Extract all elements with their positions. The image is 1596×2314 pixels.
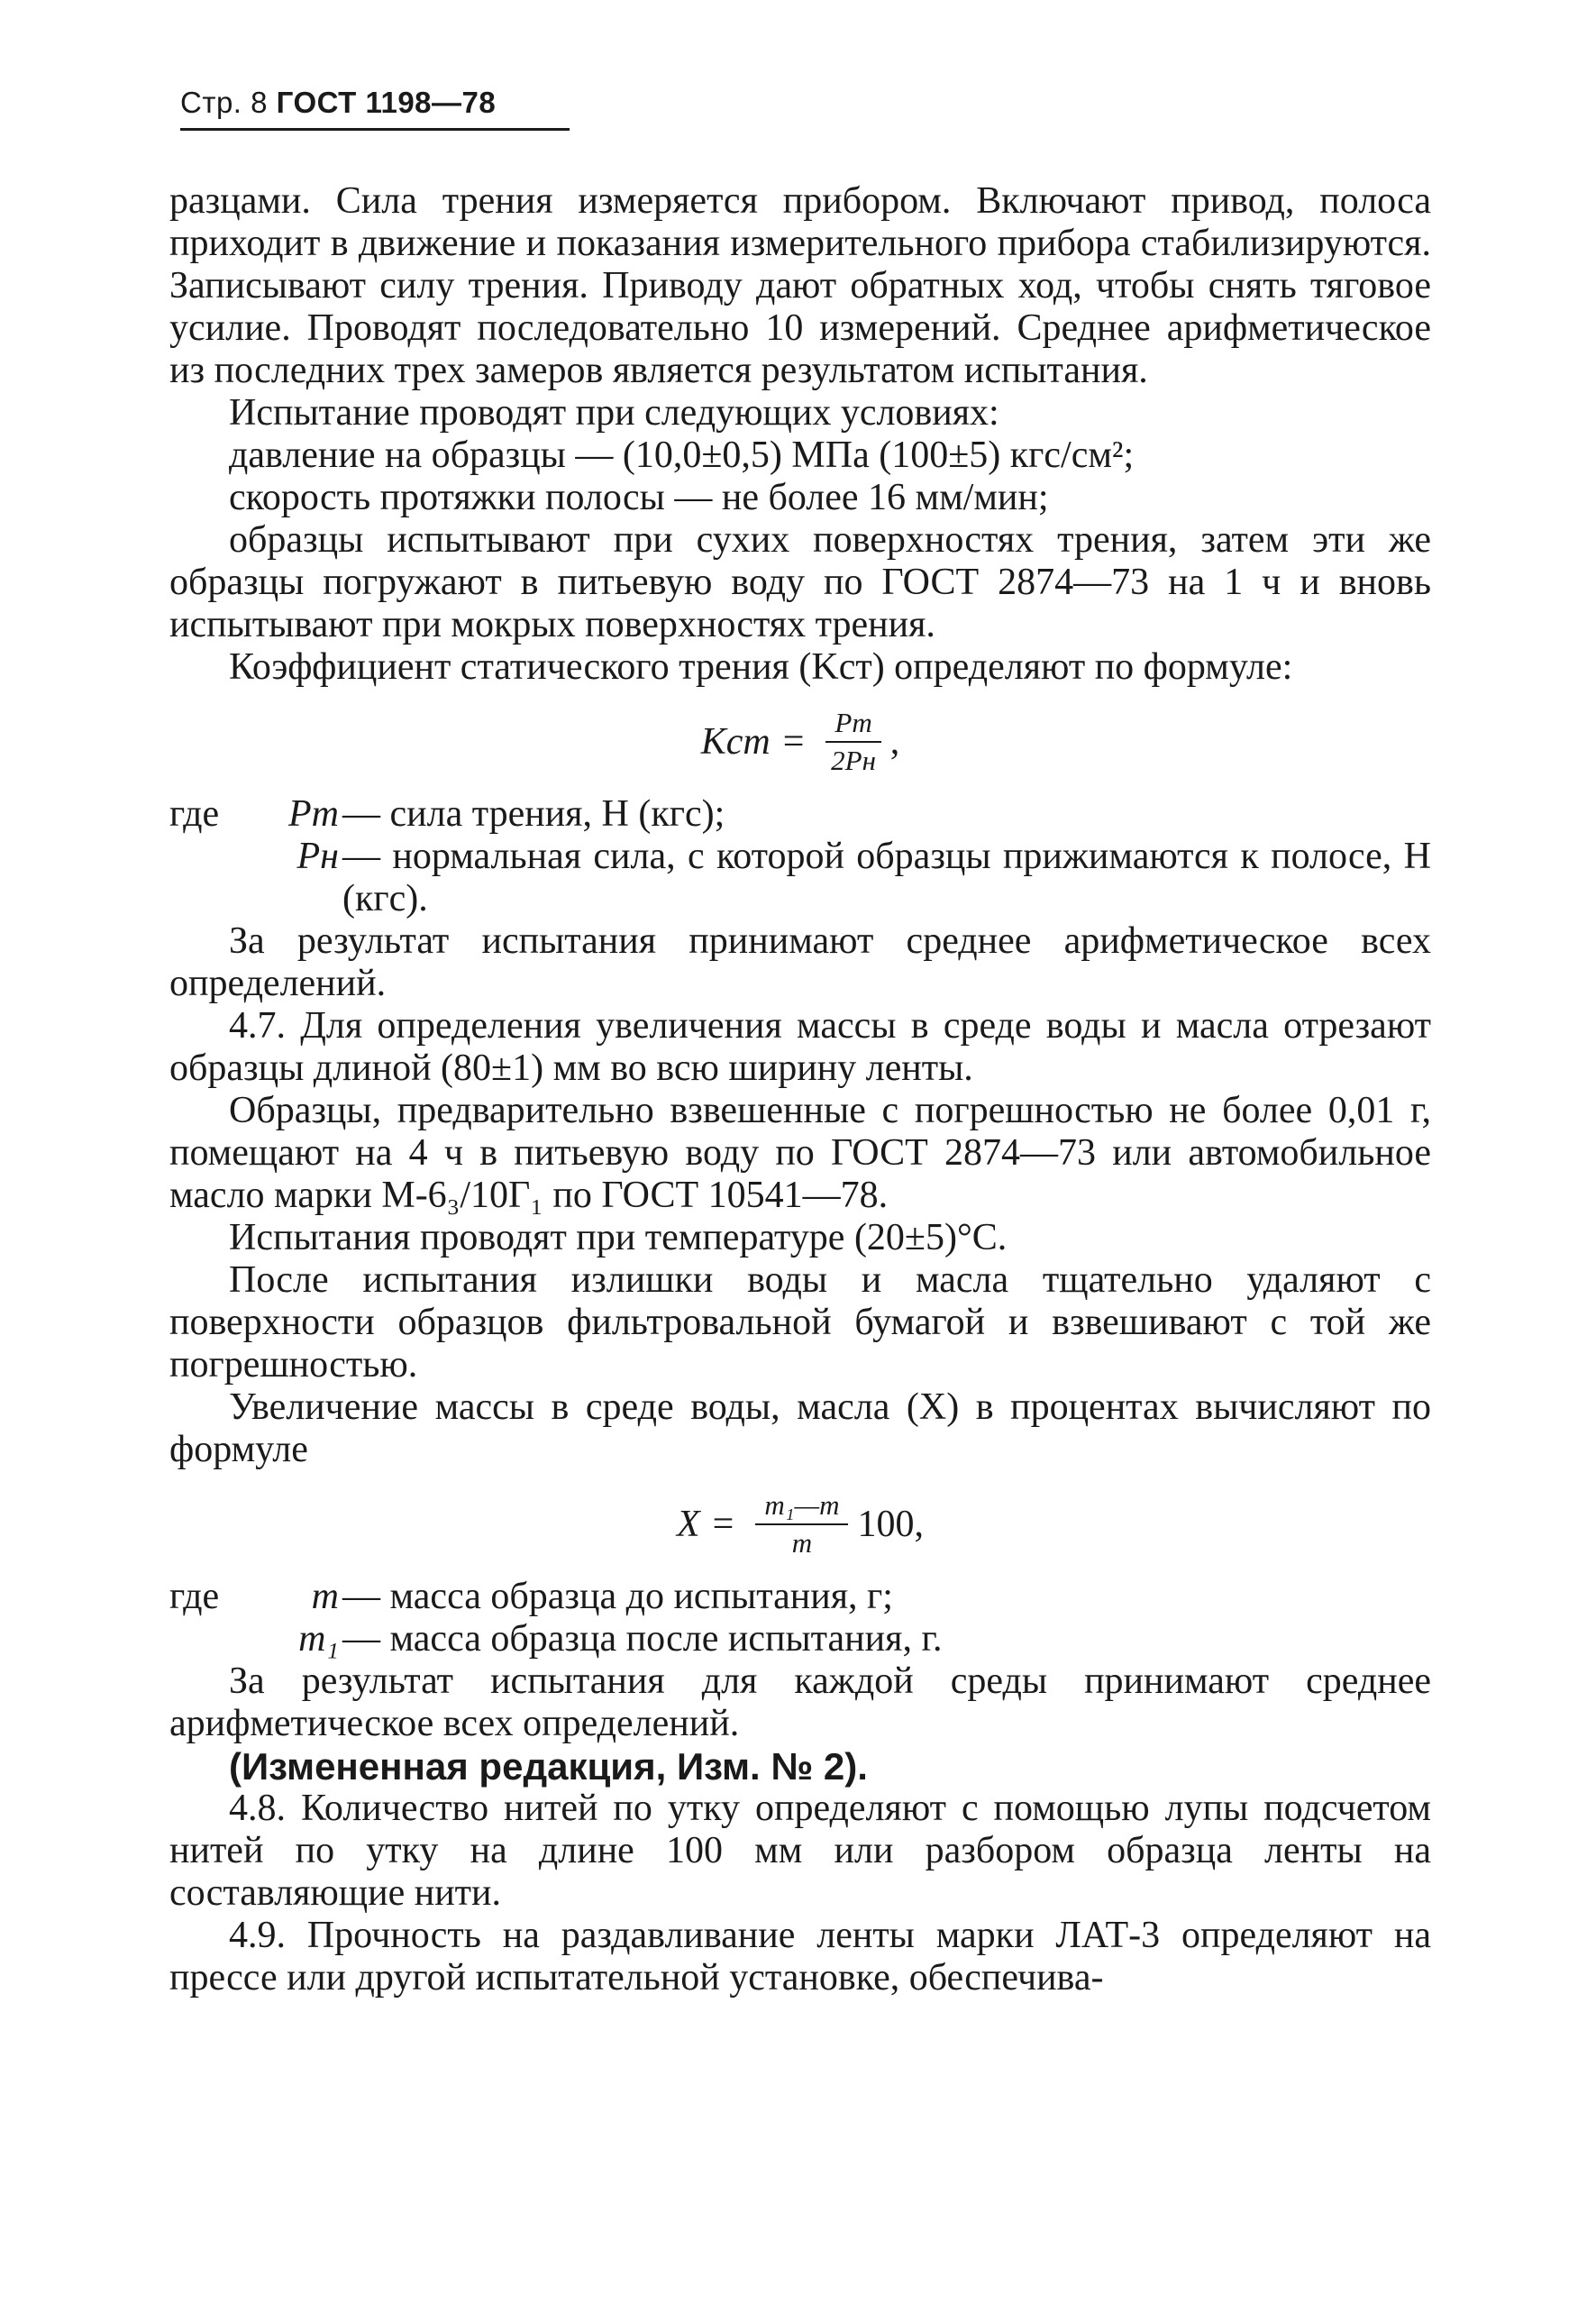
paragraph: скорость протяжки полосы — не более 16 мм/мин; bbox=[229, 477, 1049, 518]
amendment-note: (Измененная редакция, Изм. № 2). bbox=[229, 1745, 868, 1788]
legend-text: — нормальная сила, с которой образцы прижимаются к полосе, Н (кгс). bbox=[342, 836, 1431, 919]
formula-denominator: m bbox=[791, 1527, 813, 1559]
formula-denominator: 2Pн bbox=[831, 745, 876, 776]
formula-fraction bbox=[825, 707, 880, 777]
legend-text: — масса образца после испытания, г. bbox=[342, 1618, 943, 1660]
legend-row bbox=[169, 1618, 1431, 1660]
paragraph: Образцы, предварительно взвешенные с погрешностью не более 0,01 г, помещают на 4 ч в питьевую воду по ГОСТ 2874—73 или автомобильное масло марки М-6₃/10Г₁ по ГОСТ 10541—78. bbox=[169, 1090, 1431, 1216]
paragraph: Испытания проводят при температуре (20±5)°С. bbox=[229, 1217, 1008, 1258]
legend-text: — масса образца до испытания, г; bbox=[342, 1576, 893, 1617]
legend-row bbox=[169, 1576, 1431, 1618]
formula-lhs: Kст bbox=[700, 720, 771, 763]
paragraph: образцы испытывают при сухих поверхностях трения, затем эти же образцы погружают в питьевую воду по ГОСТ 2874—73 на 1 ч и вновь испытывают при мокрых поверхностях трения. bbox=[169, 519, 1431, 645]
formula-legend bbox=[169, 1576, 1431, 1660]
paragraph: Коэффициент статического трения (Kст) определяют по формуле: bbox=[229, 646, 1293, 688]
mass-increase-formula bbox=[169, 1489, 1431, 1559]
legend-text: — сила трения, Н (кгс); bbox=[342, 793, 725, 835]
legend-symbol: Pн bbox=[296, 836, 339, 877]
legend-symbol: m bbox=[311, 1576, 339, 1617]
formula-numerator: Pт bbox=[825, 707, 880, 743]
paragraph: 4.9. Прочность на раздавливание ленты марки ЛАТ-3 определяют на прессе или другой испытательной установке, обеспечива- bbox=[169, 1915, 1431, 1998]
paragraph: 4.7. Для определения увеличения массы в среде воды и масла отрезают образцы длиной (80±1) мм во всю ширину ленты. bbox=[169, 1005, 1431, 1089]
legend-symbol: m₁ bbox=[298, 1618, 339, 1660]
friction-coefficient-formula bbox=[169, 707, 1431, 777]
document-body bbox=[169, 180, 1431, 1999]
legend-row bbox=[169, 836, 1431, 920]
legend-symbol: Pт bbox=[288, 793, 339, 835]
legend-label: где bbox=[169, 1576, 220, 1617]
formula-equals: = bbox=[712, 1503, 734, 1545]
paragraph: За результат испытания для каждой среды принимают среднее арифметическое всех определений. bbox=[169, 1660, 1431, 1744]
formula-fraction bbox=[755, 1489, 848, 1559]
page-label: Стр. 8 bbox=[180, 86, 268, 119]
paragraph: После испытания излишки воды и масла тщательно удаляют с поверхности образцов фильтровальной бумагой и взвешивают с той же погрешностью. bbox=[169, 1259, 1431, 1386]
legend-label: где bbox=[169, 793, 220, 835]
paragraph: разцами. Сила трения измеряется прибором. Включают привод, полоса приходит в движение и показания измерительного прибора стабилизируются. Записывают силу трения. Приводу дают обратных ход, чтобы снять тяговое усилие. Проводят последовательно 10 измерений. Среднее арифметическое из последних трех замеров является результатом испытания. bbox=[169, 180, 1431, 391]
formula-lhs: X bbox=[677, 1503, 700, 1545]
formula-numerator: m₁—m bbox=[755, 1489, 848, 1525]
paragraph: Испытание проводят при следующих условиях: bbox=[229, 392, 999, 434]
formula-equals: = bbox=[782, 720, 805, 763]
gost-number: ГОСТ 1198—78 bbox=[276, 86, 497, 119]
paragraph: 4.8. Количество нитей по утку определяют с помощью лупы подсчетом нитей по утку на длине 100 мм или разбором образца ленты на составляющие нити. bbox=[169, 1788, 1431, 1914]
formula-tail: , bbox=[889, 720, 900, 763]
paragraph: Увеличение массы в среде воды, масла (X) в процентах вычисляют по формуле bbox=[169, 1386, 1431, 1470]
paragraph: давление на образцы — (10,0±0,5) МПа (100±5) кгс/см²; bbox=[229, 434, 1135, 476]
formula-legend bbox=[169, 793, 1431, 920]
formula-tail: 100, bbox=[857, 1503, 924, 1545]
page-header bbox=[180, 85, 570, 131]
legend-row bbox=[169, 793, 1431, 836]
paragraph: За результат испытания принимают среднее арифметическое всех определений. bbox=[169, 920, 1431, 1004]
